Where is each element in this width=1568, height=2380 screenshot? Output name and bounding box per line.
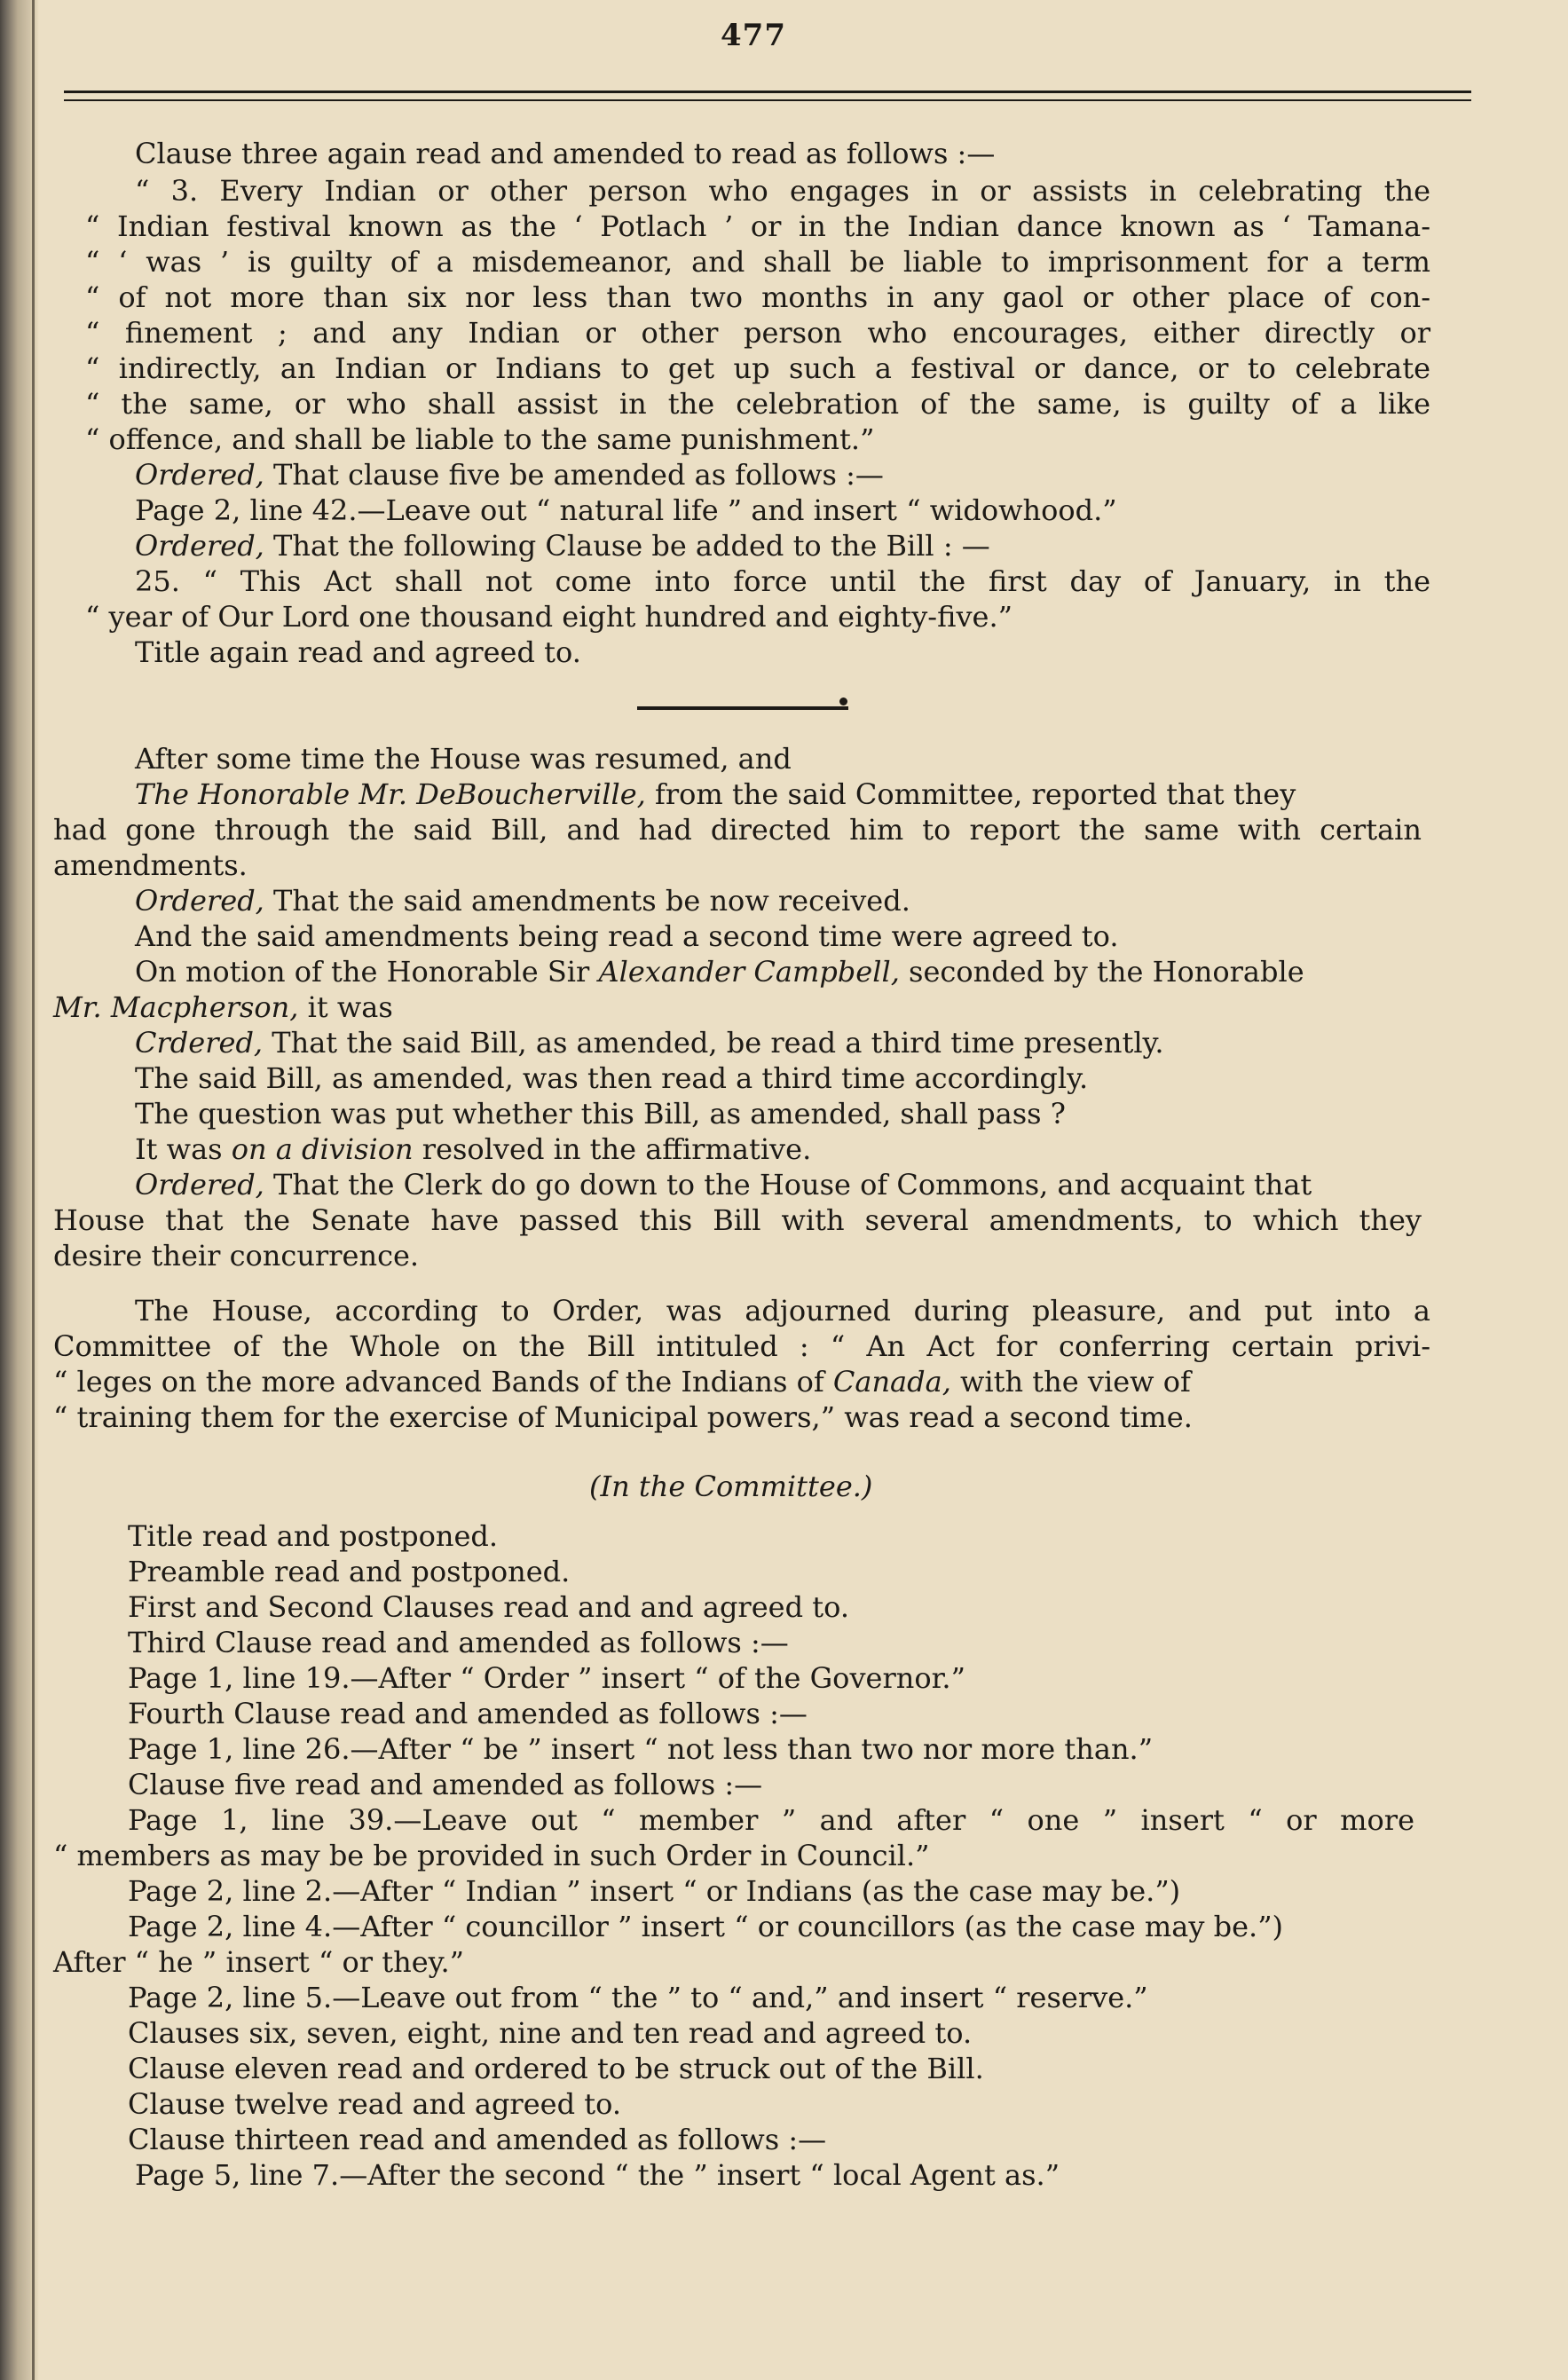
text-line: It was on a division resolved in the affirmative.: [135, 1132, 812, 1166]
text-line: “ training them for the exercise of Municipal powers,” was read a second time.: [53, 1400, 1193, 1434]
text-line: Clause three again read and amended to read as follows :—: [135, 137, 996, 170]
text-line: Third Clause read and amended as follows :—: [128, 1626, 789, 1659]
header-rule-thin: [64, 99, 1471, 101]
text-line: Preamble read and postponed.: [128, 1555, 571, 1588]
text-line: amendments.: [53, 848, 248, 882]
text-line: “ the same, or who shall assist in the celebration of the same, is guilty of a like: [85, 387, 1430, 421]
text-line: Ordered, That the Clerk do go down to the House of Commons, and acquaint that: [135, 1168, 1312, 1202]
header-rule: [64, 91, 1471, 93]
text-line: Mr. Macpherson, it was: [53, 990, 393, 1024]
italic-ordered: Ordered,: [135, 458, 264, 492]
text-line: 25. “ This Act shall not come into force until the first day of January, in the: [135, 564, 1430, 598]
text-line: “ ‘ was ’ is guilty of a misdemeanor, and shall be liable to imprisonment for a term: [85, 245, 1430, 279]
text-line: Page 2, line 5.—Leave out from “ the ” to “ and,” and insert “ reserve.”: [128, 1981, 1148, 2014]
text-line: Ordered, That the following Clause be added to the Bill : —: [135, 529, 990, 563]
italic-name: Alexander Campbell,: [598, 955, 900, 989]
section-separator: [637, 706, 848, 710]
text-line: “ finement ; and any Indian or other person who encourages, either directly or: [85, 316, 1430, 350]
text-line: Title again read and agreed to.: [135, 635, 581, 669]
text-line: Page 2, line 4.—After “ councillor ” insert “ or councillors (as the case may be.”): [128, 1910, 1284, 1943]
text-line: The said Bill, as amended, was then read a third time accordingly.: [135, 1061, 1089, 1095]
italic-ordered: Crdered,: [135, 1026, 264, 1060]
text-line: desire their concurrence.: [53, 1239, 420, 1273]
italic-phrase: on a division: [231, 1132, 414, 1166]
text-line: “ 3. Every Indian or other person who engages in or assists in celebrating the: [135, 174, 1430, 208]
text-line: House that the Senate have passed this Bill with several amendments, to which they: [53, 1203, 1422, 1237]
text-line: The question was put whether this Bill, as amended, shall pass ?: [135, 1097, 1066, 1131]
italic-place: Canada,: [832, 1365, 951, 1399]
text-line: “ leges on the more advanced Bands of the Indians of Canada, with the view of: [53, 1365, 1191, 1399]
text-line: “ members as may be be provided in such Order in Council.”: [53, 1839, 930, 1872]
text-line: Clause eleven read and ordered to be struck out of the Bill.: [128, 2052, 984, 2085]
text-line: Page 1, line 26.—After “ be ” insert “ not less than two nor more than.”: [128, 1732, 1154, 1766]
text-line: On motion of the Honorable Sir Alexander Campbell, seconded by the Honorable: [135, 955, 1304, 989]
separator-dot: [839, 697, 847, 705]
text-line: The House, according to Order, was adjourned during pleasure, and put into a: [135, 1294, 1430, 1328]
text-line: Committee of the Whole on the Bill intituled : “ An Act for conferring certain privi-: [53, 1329, 1430, 1363]
text-line: “ of not more than six nor less than two months in any gaol or other place of con-: [85, 280, 1430, 314]
italic-name: Mr. Macpherson,: [53, 990, 299, 1024]
text-line: “ Indian festival known as the ‘ Potlach ’ or in the Indian dance known as ‘ Tamana-: [85, 209, 1430, 243]
text-line: Page 1, line 39.—Leave out “ member ” and after “ one ” insert “ or more: [128, 1803, 1414, 1837]
text-line: Page 1, line 19.—After “ Order ” insert “ of the Governor.”: [128, 1661, 965, 1695]
text-line: Ordered, That the said amendments be now received.: [135, 884, 910, 918]
text-line: The Honorable Mr. DeBoucherville, from the said Committee, reported that they: [135, 777, 1296, 811]
text-line: Clauses six, seven, eight, nine and ten read and agreed to.: [128, 2016, 973, 2050]
italic-ordered: Ordered,: [135, 1168, 264, 1202]
text-line: Title read and postponed.: [128, 1519, 499, 1553]
text-line: Fourth Clause read and amended as follows :—: [128, 1697, 808, 1730]
italic-ordered: Ordered,: [135, 529, 264, 563]
committee-heading: (In the Committee.): [589, 1470, 873, 1503]
text-line: Clause twelve read and agreed to.: [128, 2087, 621, 2121]
text-line: Crdered, That the said Bill, as amended, be read a third time presently.: [135, 1026, 1164, 1060]
italic-ordered: Ordered,: [135, 884, 264, 918]
text-line: Ordered, That clause five be amended as follows :—: [135, 458, 884, 492]
text-line: First and Second Clauses read and and agreed to.: [128, 1590, 849, 1624]
text-line: And the said amendments being read a second time were agreed to.: [135, 919, 1119, 953]
text-line: “ year of Our Lord one thousand eight hundred and eighty-five.”: [85, 600, 1013, 634]
text-line: Page 2, line 2.—After “ Indian ” insert “ or Indians (as the case may be.”): [128, 1874, 1181, 1908]
text-line: had gone through the said Bill, and had directed him to report the same with certain: [53, 813, 1422, 847]
italic-name: The Honorable Mr. DeBoucherville,: [135, 777, 646, 811]
gutter-rule: [32, 0, 35, 2380]
page-number: 477: [721, 18, 786, 53]
text-line: Page 2, line 42.—Leave out “ natural life ” and insert “ widowhood.”: [135, 493, 1117, 527]
text-line: “ offence, and shall be liable to the same punishment.”: [85, 422, 875, 456]
text-line: After “ he ” insert “ or they.”: [53, 1945, 464, 1979]
text-line: Clause five read and amended as follows :—: [128, 1768, 763, 1801]
text-line: “ indirectly, an Indian or Indians to get up such a festival or dance, or to celebrate: [85, 351, 1430, 385]
text-line: After some time the House was resumed, and: [135, 742, 792, 776]
text-line: Clause thirteen read and amended as follows :—: [128, 2123, 827, 2156]
text-line: Page 5, line 7.—After the second “ the ” insert “ local Agent as.”: [135, 2158, 1060, 2192]
